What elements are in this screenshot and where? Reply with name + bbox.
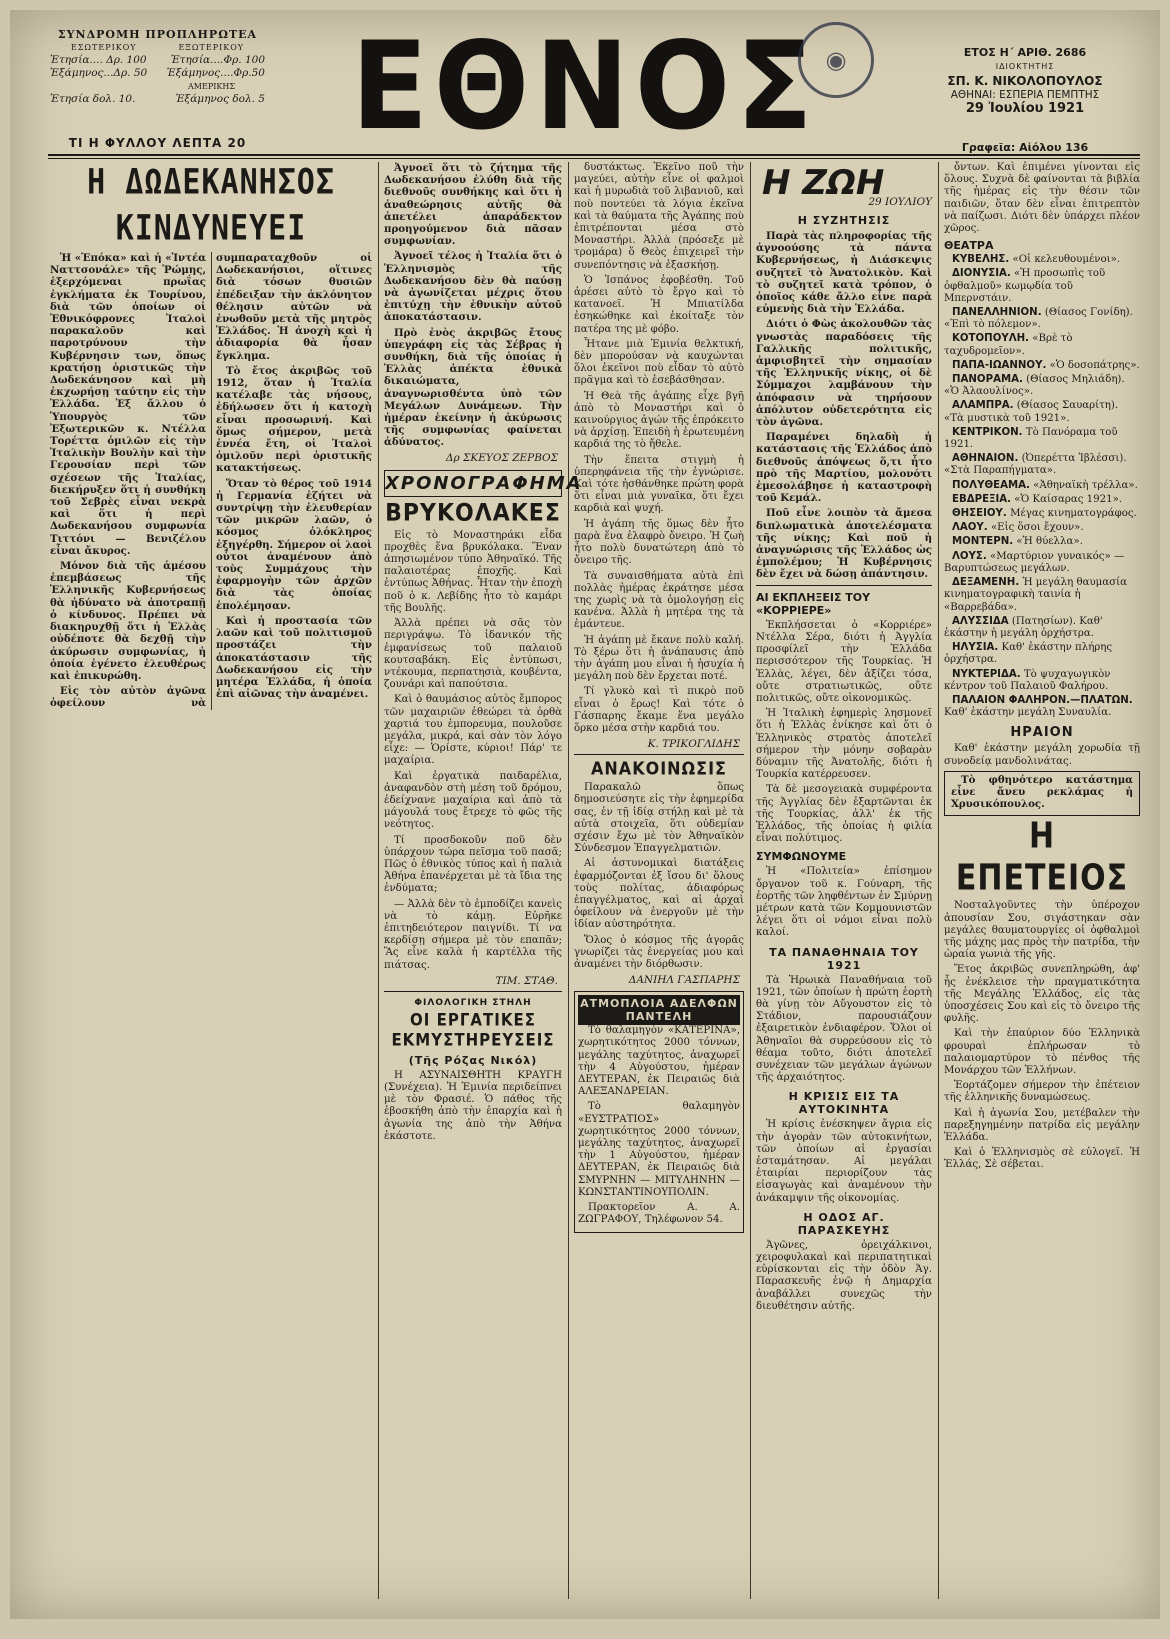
theatre-name: ΗΛΥΣΙΑ. xyxy=(952,642,999,654)
subscription-box xyxy=(50,28,265,106)
column-divider xyxy=(750,162,751,1599)
article-paragraph: Ἦτανε μιὰ Ἐμινία θελκτική, δὲν μπορούσαν νὰ καυχώνται ὅλοι ἐκεῖνοι ποὺ εἶδαν τὸ αὐτὸ πρᾶγμα καὶ τὸ ἐσεβάσθησαν. xyxy=(574,338,744,387)
article-paragraph: Ἡ «Ἐπόκα» καὶ ἡ «Ἰντέα Ναττσονάλε» τῆς Ῥώμης, ἐξερχόμεναι πρωΐας ἐγκλήματα ἐκ Τουρίνου, διὰ τῶν ὁποίων οἱ Ἐθνικόφρονες Ἰταλοὶ παρακαλοῦν καὶ παροτρύνουν τὴν Κυβέρνησιν των, ὅπως κρατήσῃ ὁριστικῶς τὴν Δωδεκάνησον καὶ μὴ ἐκχωρήσῃ ταύτην εἰς τὴν Ἑλλάδα. Ἐξ ἄλλου ὁ Ὑπουργὸς τῶν Ἐξωτερικῶν κ. Ντέλλα Τορέττα ὁμιλῶν εἰς τὴν Ἰταλικὴν Βουλὴν καὶ τὴν Γερουσίαν περὶ τῶν σχέσεων τῆς Ἰταλίας, διεκήρυξεν ὅτι ἡ συνθήκη τοῦ Σεβρὲς εἶναι νεκρὰ καὶ ὅτι ἡ περὶ Δωδεκανήσου συμφωνία Τιττόνι — Βενιζέλου εἶναι ἄκυρος. xyxy=(50,252,206,557)
theatre-name: ΔΙΟΝΥΣΙΑ. xyxy=(952,268,1011,280)
theatre-name: ΠΑΝΕΛΛΗΝΙΟΝ. xyxy=(952,307,1042,319)
zoi-date: 29 ΙΟΥΛΙΟΥ xyxy=(868,196,932,208)
stamp-icon: ◉ xyxy=(798,22,874,98)
article-paragraph: ὄντων. Καὶ ἐπιμένει γίνονται εἰς ὅλους. Συχνὰ δὲ φαίνονται τὰ βιβλία τῆς ἡμέρας εἰς τὴν θέσιν τῶν παιδιῶν, ὅταν δὲν εἶναι ἐπιτρεπτὸν νὰ παίζωσι. Διότι δὲν ὑπάρχει πλέον χῶρος. xyxy=(944,162,1140,235)
article-paragraph: Ἑορτάζομεν σήμερον τὴν ἐπέτειον τῆς ἑλληνικῆς δυναμώσεως. xyxy=(944,1080,1140,1104)
author-signature: ΤΙΜ. ΣΤΑΘ. xyxy=(495,974,558,987)
epeteios-headline: Η ΕΠΕΤΕΙΟΣ xyxy=(955,815,1129,900)
article-paragraph: Καὶ ὁ θαυμάσιος αὐτὸς ἔμπορος τῶν μαχαιριῶν ἐθεώρει τὰ ὀρθὰ χαρτιά του ἐμπορευμα, πουλοῦσε μεγάλα, μικρά, καὶ σὰν τὸν λόγο εἶχε: — Ὁρίστε, κύριοι! Πάρ' τε μαχαίρια. xyxy=(384,694,562,767)
article-paragraph: Τὴν ἕπειτα στιγμὴ ἡ ὑπερηφάνεια τῆς τὴν ἐγνώρισε. Καὶ τότε ἠσθάνθηκε πρώτη φορὰ ὅτι εἶναι μιὰ γυναῖκα, ὅτι ἔχει καρδιὰ καὶ ψυχή. xyxy=(574,454,744,515)
theatre-name: ΘΗΣΕΙΟΥ. xyxy=(952,508,1007,520)
shipping-advert xyxy=(574,991,744,1233)
article-paragraph: Ἡ Θεὰ τῆς ἀγάπης εἶχε βγῆ ἀπὸ τὸ Μοναστήρι καὶ ὁ καινούργιος ἀγών τῆς ἐπρόκειτο νὰ ἀρχίσῃ. Ἐπειδὴ ἡ ἐρωτευμένη καρδιά της τὸ ἤθελε. xyxy=(574,390,744,451)
theatre-list xyxy=(944,254,1140,719)
article-paragraph: Αἱ ἀστυνομικαὶ διατάξεις ἐφαρμόζονται ἐξ ἴσου δι' ὅλους τοὺς πολίτας, ἀδιαφόρως ἐπαγγέλματος, καὶ αἱ ἀρχαὶ ὀφείλουν νὰ ἐνεργοῦν μὲ τὴν ἰδίαν αὐστηρότητα. xyxy=(574,858,744,931)
issue-info xyxy=(910,46,1140,154)
ergatikes-title: ΟΙ ΕΡΓΑΤΙΚΕΣ ΕΚΜΥΣΤΗΡΕΥΣΕΙΣ xyxy=(391,1009,555,1050)
theatre-entry xyxy=(944,307,1140,331)
theatre-text: Καθ' ἑκάστην πλήρης ὀρχήστρα. xyxy=(944,642,1113,666)
issue-price: ΤΙ Η ΦΥΛΛΟΥ ΛΕΠΤΑ 20 xyxy=(68,136,247,150)
column-divider xyxy=(568,162,569,1599)
newspaper-logo: ΕΘΝΟΣ xyxy=(351,16,819,158)
article-paragraph: Παρὰ τὰς πληροφορίας τῆς ἀγνοούσης τὰ πάντα Κυβερνήσεως, ἡ Διάσκεψις συζητεῖ τὸ Ἀνατολικὸν. Καὶ τὸ συζητεῖ κατὰ τρόπον, ὁ ὁποῖος κάθε ἄλλο εἶνε παρὰ εὐμενὴς διὰ τὴν Ἑλλάδα. xyxy=(756,230,932,316)
rate-abroad: Ἑξάμηνος....Φρ.50 xyxy=(166,67,265,79)
rate-abroad: Ἐτησία....Φρ. 100 xyxy=(170,54,265,66)
author-signature: ΔΑΝΙΗΛ ΓΑΣΠΑΡΗΣ xyxy=(628,974,740,987)
rate-inland: Ἑξάμηνος...Δρ. 50 xyxy=(50,67,148,79)
advert-paragraph: Πρακτορεῖον Α. Α. ΖΩΓΡΑΦΟΥ, Τηλέφωνον 54. xyxy=(578,1202,740,1226)
column-five xyxy=(944,162,1140,1599)
theatre-text: «Οἱ κελευθουμένοι». xyxy=(1012,254,1121,266)
article-paragraph: Καὶ τὴν ἐπαύριον δύο Ἑλληνικὰ φρουραὶ ἐπλήρωσαν τὸ παλαιομαρτύρον τὸ πένθος τῆς Μονάρχου τῶν Ἑλλήνων. xyxy=(944,1028,1140,1076)
section-head: ΤΑ ΠΑΝΑΘΗΝΑΙΑ ΤΟΥ 1921 xyxy=(769,945,919,972)
section-head: Η ΟΔΟΣ ΑΓ. ΠΑΡΑΣΚΕΥΗΣ xyxy=(797,1210,891,1237)
theatre-entry xyxy=(944,333,1140,357)
article-paragraph: Καθ' ἑκάστην μεγάλη χορωδία τῇ συνοδείᾳ μανδολινάτας. xyxy=(944,743,1140,767)
article-paragraph: δυστάκτως. Ἐκεῖνο ποῦ τὴν μαγεύει, αὐτὴν εἶνε οἱ φαλμοὶ καὶ ἡ μυρωδιὰ τοῦ λιβανιοῦ, καὶ ποὺ ποντεύει τὰ λόγια ἐκεῖνα καὶ τὰ θαύματα τῆς Ἀγάπης ποὺ ἐπιτρέπονται μέσα στὸ Μοναστήρι. Ἀλλὰ (πρόσεξε μὲ τρομάρα) ὅ Θεὸς ἐπιχειρεῖ τὴν συνεπόντησις νὰ ἐξασκήσῃ. xyxy=(574,162,744,271)
theatre-text: «Εἰς ὅσοι ἔχουν». xyxy=(990,522,1084,534)
theatre-name: ΜΟΝΤΕΡΝ. xyxy=(952,536,1014,548)
theatre-name: ΛΑΟΥ. xyxy=(952,522,988,534)
theatre-entry xyxy=(944,695,1140,719)
owner-name: ΣΠ. Κ. ΝΙΚΟΛΟΠΟΥΛΟΣ xyxy=(947,74,1103,88)
column-divider xyxy=(378,162,379,1599)
theatre-text: (Θίασος Γονίδη). «Ἐπὶ τὸ πόλεμον». xyxy=(944,307,1133,331)
theatre-name: ΕΒΔΡΕΞΙΑ. xyxy=(952,493,1012,505)
article-paragraph: Τί προσδοκοῦν ποῦ δὲν ὑπάρχουν τώρα πεῖσμα τοῦ πασᾶ; Πῶς ὁ ἐθνικὸς τύπος καὶ ἡ παλιὰ Ἀθήνα ἐπανέρχεται μὲ τὰ ἴδια της ἐνδύματα; xyxy=(384,834,562,895)
masthead-rule xyxy=(48,154,1140,156)
philology-head: ΦΙΛΟΛΟΓΙΚΗ ΣΤΗΛΗ xyxy=(414,997,532,1008)
issue-date: 29 Ἰουλίου 1921 xyxy=(965,101,1085,116)
theatre-entry xyxy=(944,453,1140,477)
article-paragraph: Ἡ ἀγάπη τῆς ὅμως δὲν ἦτο παρὰ ἕνα ἐλαφρὸ ὄνειρο. Ἡ ζωὴ ἦτο πολὺ δυνατώτερη ἀπὸ τὸ ὄνειρο τῆς. xyxy=(574,518,744,567)
theatre-text: «Ἀθηναϊκὴ τρέλλα». xyxy=(1033,479,1138,491)
theatre-name: ΠΑΛΑΙΟΝ ΦΑΛΗΡΟΝ.—ΠΛΑΤΩΝ. xyxy=(952,694,1133,706)
article-paragraph: Καὶ ἡ ἀγωνία Σου, μετέβαλεν τὴν παρεξηγημένην πατρίδα εἰς μεγάλην Ἑλλάδα. xyxy=(944,1107,1140,1143)
theatre-entry xyxy=(944,374,1140,398)
theatre-text: «Ὁ Καίσαρας 1921». xyxy=(1014,493,1123,505)
theatre-entry xyxy=(944,577,1140,614)
theatre-text: Τὸ Πανόραμα τοῦ 1921. xyxy=(944,426,1118,451)
article-paragraph: Μόνον διὰ τῆς ἀμέσου ἐπεμβάσεως τῆς Ἑλληνικῆς Κυβερνήσεως θὰ ἠδύνατο νὰ ἀποτραπῇ ὁ κίνδυνος. Πρέπει νὰ διακηρυχθῇ ὅτι ἡ Ἑλλὰς οὐδέποτε θὰ δεχθῇ τὴν ἀκύρωσιν συμφωνίας, ἡ ὁποία ἐγένετο ἐλευθέρως καὶ ἐπικυρώθη. xyxy=(50,560,206,682)
notice-text: Τὸ φθηνότερο κατάστημα εἶνε ἄνευ ρεκλάμας ἡ Χρυσικόπουλος. xyxy=(951,773,1133,811)
article-paragraph: Ἔτος ἀκριβῶς συνεπληρώθη, ἀφ' ἧς ἐνέκλεισε τὴν πραγματικότητα τῆς Μεγάλης Ἑλλάδος, εἰς τὰς ὑποσχέσεις Σου καὶ εἰς τὸ ὄνειρο τῆς φυλῆς. xyxy=(944,964,1140,1025)
article-paragraph: Ἀγῶνες, ὀρειχάλκινοι, χειροφυλακαὶ καὶ περιπατητικαὶ εὑρίσκονται εἰς τὴν ὁδὸν Ἁγ. Παρασκευῆς ἐνῷ ἡ Δημαρχία ἀναβάλλει συνεχῶς τὴν διευθέτησιν αὐτῆς. xyxy=(756,1239,932,1312)
article-paragraph: Καὶ ὁ Ἑλληνισμὸς σὲ εὐλογεῖ. Ἡ Ἑλλάς, Σὲ σέβεται. xyxy=(944,1147,1140,1171)
theatre-name: ΠΑΝΟΡΑΜΑ. xyxy=(952,374,1023,386)
theatre-entry xyxy=(944,268,1140,305)
article-paragraph: Ἐκπλήσσεται ὁ «Κορριέρε» Ντέλλα Σέρα, διότι ἡ Ἀγγλία προσφίλεῖ τὴν Ἑλλάδα περισσότερον τῆς Τουρκίας. Ἡ Ἑλλὰς, λέγει, δὲν ἀξίζει τόσα, οὔτε στρατιωτικῶς, οὔτε πολιτικῶς, οὔτε οἰκονομικῶς. xyxy=(756,619,932,704)
article-paragraph: — Ἀλλὰ δὲν τὸ ἐμποδίζει κανεὶς νὰ τὸ κάμῃ. Εὐρῆκε ἐπιτηδειότερον παιγνίδι. Τί να κερδίσῃ σήμερα μὲ τὸν επαπᾶν; Ἂς εἶνε καλὰ ἡ καρτέλλα τῆς πιάτσας. xyxy=(384,898,562,971)
theatre-text: Καθ' ἑκάστην μεγάλη Συναυλία. xyxy=(944,707,1112,719)
article-paragraph: Ἡ κρίσις ἐνέσκηψεν ἄγρια εἰς τὴν ἀγορὰν τῶν αὐτοκινήτων, τῶν ὁποίων αἱ ἐργασίαι ἐσταμάτησαν. Αἱ μεγάλαι ἑταιρίαι περιορίζουν τὰς εἰσαγωγὰς καὶ ἀναμένουν τὴν ἀνάκαμψιν τῆς οἰκονομίας. xyxy=(756,1119,932,1204)
vrykolakes-title: ΒΡΥΚΟΛΑΚΕΣ xyxy=(385,499,561,527)
inland-label: ΕΣΩΤΕΡΙΚΟΥ xyxy=(70,43,137,52)
announcement-head: ΑΝΑΚΟΙΝΩΣΙΣ xyxy=(591,758,727,780)
shop-notice xyxy=(944,771,1140,817)
article-paragraph: Νοσταλγοῦντες τὴν ὑπέροχον ἀπουσίαν Σου, σιγάστηκαν σὰν μεγάλες θαυματουργίες οἱ ὀφθαλμοὶ τῆς μάχης μας πρὸς τὴν πατρίδα, τὴν ὡραία γωνιὰ τῆς γῆς. xyxy=(944,900,1140,961)
theatre-entry xyxy=(944,551,1140,575)
author-signature: Δρ ΣΚΕΥΟΣ ΖΕΡΒΟΣ xyxy=(445,451,558,464)
ireon-head: ΗΡΑΙΟΝ xyxy=(1010,725,1074,741)
theatre-text: (Θίασος Μηλιάδη). «Ὁ Ἀλαουλίνος». xyxy=(944,374,1125,398)
theatre-text: (Ὀπερέττα Ἰβλέσσι). «Στὰ Παραπήγματα». xyxy=(944,453,1127,477)
theatre-text: (Πατησίων). Καθ' ἑκάστην ἡ μεγάλη ὀρχήστρα. xyxy=(944,615,1103,639)
article-paragraph: Η ΑΣΥΝΑΙΣΘΗΤΗ ΚΡΑΥΓΗ (Συνέχεια). Ἡ Ἐμινία περιδείπνει μὲ τὸν Φρασιέ. Ὁ πάθος τῆς ἐβοσκήθη ἀπὸ τὴν ἐπαρχία καὶ ἡ ἀγωνία της ἀπὸ τὴν Ἀθήνα ἑκάστοτε. xyxy=(384,1069,562,1142)
article-paragraph: Ἀγνοεῖ ὅτι τὸ ζήτημα τῆς Δωδεκανήσου ἐλύθη διὰ τῆς διεθνοῦς συνθήκης καὶ ὅτι ἡ ἀναθεώρησις αὐτῆς θὰ ἀπετέλει ἀπαράδεκτον προηγούμενον διὰ πᾶσαν συμφωνίαν. xyxy=(384,162,562,248)
theatre-text: «Μαρτύριον γυναικός» — Βαρυπτώσεως μεγάλων. xyxy=(944,550,1125,574)
theatre-name: ΝΥΚΤΕΡΙΔΑ. xyxy=(952,668,1021,680)
theatre-name: ΠΑΠΑ-ΙΩΑΝΝΟΥ. xyxy=(952,359,1047,371)
abroad-label: ΕΞΩΤΕΡΙΚΟΥ xyxy=(178,43,245,52)
theatre-text: Τὸ ψυχαγωγικὸν κέντρον τοῦ Παλαιοῦ Φαλήρου. xyxy=(944,668,1111,692)
article-paragraph: Τὰ δὲ μεσογειακὰ συμφέροντα τῆς Ἀγγλίας δὲν ἐξαρτῶνται ἐκ τῆς Τουρκίας, ἀλλ' ἐκ τῆς Ἑλλάδος, τῆς ὁποίας ἡ φιλία εἶναι πολύτιμος. xyxy=(756,784,932,845)
article-paragraph: Τὸ ἔτος ἀκριβῶς τοῦ 1912, ὅταν ἡ Ἰταλία κατέλαβε τὰς νήσους, ἐδήλωσεν ὅτι ἡ κατοχὴ εἶναι προσωρινή. Καὶ ὅμως σήμερον, μετὰ ἐννέα ἔτη, οἱ Ἰταλοὶ ὁμιλοῦν περὶ ὁριστικῆς κατακτήσεως. xyxy=(216,364,372,475)
article-paragraph: Παρακαλῶ ὅπως δημοσιεύσητε εἰς τὴν ἐφημερίδα σας, ἐν τῇ ἰδίᾳ στήλῃ καὶ μὲ τὰ αὐτὰ στοιχεῖα, ὅτι οὐδεμίαν σχέσιν ἔχω μὲ τὸν Ἀθηναϊκὸν Σύνδεσμον Ἐπαγγελματιῶν. xyxy=(574,782,744,855)
section-head: Η ΚΡΙΣΙΣ ΕΙΣ ΤΑ ΑΥΤΟΚΙΝΗΤΑ xyxy=(788,1090,900,1117)
theatre-entry xyxy=(944,522,1140,534)
article-paragraph: Εἰς τὸ Μοναστηράκι εἶδα προχθὲς ἕνα βρυκόλακα. Ἕναν ἀπησιωμένον τύπο Ἀθηναϊκό. Τῆς παλαιοτέρας ἐποχῆς. Καὶ ἐντύπως Ἀθήνας. Ἦταν τὴν ἐποχὴ ποῦ ὁ κ. Λεβίδης ἦτο τὸ καμάρι τῆς Βουλῆς. xyxy=(384,529,562,614)
article-paragraph: Ποῦ εἶνε λοιπὸν τὰ ἄμεσα διπλωματικὰ ἀποτελέσματα τῆς νίκης; Καὶ ποῦ ἡ ἀναγνώρισις τῆς Ἑλλάδος ὡς ἐμπολέμου; Ἡ Κυβέρνησις δὲν ἔχει νὰ δώσῃ ἀπάντησιν. xyxy=(756,507,932,581)
theatre-entry xyxy=(944,400,1140,424)
city-line: ΑΘΗΝΑΙ: ΕΣΠΕΡΙΑ ΠΕΜΠΤΗΣ xyxy=(950,89,1100,101)
theatre-text: Μέγας κινηματογράφος. xyxy=(1010,508,1137,520)
theatre-text: «Ἡ θύελλα». xyxy=(1016,536,1083,548)
theatre-entry xyxy=(944,508,1140,520)
theatre-name: ΑΘΗΝΑΙΟΝ. xyxy=(952,453,1019,465)
theatre-entry xyxy=(944,494,1140,506)
column-divider xyxy=(938,162,939,1599)
rate-inland: Ἐτησία.... Δρ. 100 xyxy=(50,54,147,66)
article-paragraph: Ἀγνοεῖ τέλος ἡ Ἰταλία ὅτι ὁ Ἑλληνισμὸς τῆς Δωδεκανήσου δὲν θὰ παύσῃ νὰ ἀγωνίζεται μέχρις ὅτου ἐπιτύχῃ τὴν ἐθνικὴν αὐτοῦ ἀποκατάστασιν. xyxy=(384,250,562,324)
rate-abroad: ΑΜΕΡΙΚΗΣ xyxy=(188,82,235,91)
divider xyxy=(384,991,562,992)
section-head: Η ΣΥΖΗΤΗΣΙΣ xyxy=(797,214,891,227)
theatre-name: ΛΟΥΣ. xyxy=(952,550,987,562)
advert-title: ΑΤΜΟΠΛΟΙΑ ΑΔΕΛΦΩΝ ΠΑΝΤΕΛΗ xyxy=(578,995,740,1025)
theatre-name: ΚΟΤΟΠΟΥΛΗ. xyxy=(952,333,1030,345)
ergatikes-subtitle: (Τῆς Ρόζας Νικόλ) xyxy=(408,1053,538,1067)
rate-inland: Ἐτησία δολ. 10. xyxy=(50,93,136,105)
section-head: ΣΥΜΦΩΝΟΥΜΕ xyxy=(756,850,847,864)
divider xyxy=(574,754,744,755)
theatre-text: (Θίασος Σαυαρίτη). «Τὰ μυστικὰ τοῦ 1921». xyxy=(944,400,1119,424)
article-paragraph: Καὶ ἡ προστασία τῶν λαῶν καὶ τοῦ πολιτισμοῦ προστάζει τὴν ἀποκατάστασιν τῆς Δωδεκανήσου εἰς τὴν μητέρα Ἑλλάδα, ἡ ὁποία ἐπὶ αἰῶνας τὴν ἀναμένει. xyxy=(216,614,372,701)
article-paragraph: Ἡ Ἰταλικὴ ἐφημερὶς λησμονεῖ ὅτι ἡ Ἑλλὰς ἐνίκησε καὶ ὅτι ὁ Ἑλληνικὸς στρατὸς ἀποτελεῖ σήμερον τὴν μόνην σοβαρὰν δύναμιν τῆς Ἀνατολῆς, διότι ἡ Τουρκία κατέρρευσεν. xyxy=(756,708,932,781)
section-head: ΑΙ ΕΚΠΛΗΞΕΙΣ ΤΟΥ «ΚΟΡΡΙΕΡΕ» xyxy=(756,590,871,617)
theatre-text: «Ὁ δοσοπάτρης». xyxy=(1049,359,1140,371)
offices: Γραφεῖα: Αἰόλου 136 xyxy=(961,141,1089,154)
article-paragraph: Τὰ Ἡρωικὰ Παναθήναια τοῦ 1921, τῶν ὁποίων ἡ πρώτη ἑορτὴ θὰ γίνῃ τὸν Αὔγουστον εἰς τὸ Στάδιον, παρουσιάζουν ἐξαιρετικὸν ἐνδιαφέρον. Ὅλοι οἱ Ἀθηναῖοι θὰ συρρεύσουν εἰς τὸ θέαμα τοῦτο, διότι ἀποτελεῖ συνέχειαν τῶν μεγάλων ἀγώνων τῆς ἀρχαιότητος. xyxy=(756,974,932,1084)
subscription-title: ΣΥΝΔΡΟΜΗ ΠΡΟΠΛΗΡΩΤΕΑ xyxy=(57,28,258,41)
theatre-entry xyxy=(944,254,1140,266)
article-paragraph: Τὰ συναισθήματα αὐτὰ ἐπὶ πολλὰς ἡμέρας ἐκράτησε μέσα της χωρὶς νὰ τὰ ὁμολογήσῃ εἰς κανένα. Ἀλλὰ ἡ μητέρα της τὰ ἐμάντευε. xyxy=(574,570,744,631)
column-three xyxy=(574,162,744,1599)
article-paragraph: Διότι ὁ Φὼς ἀκολουθῶν τὰς γνωστὰς παραδόσεις τῆς Γαλλικῆς πολιτικῆς, ἀμφισβητεῖ τὴν σημασίαν τῆς Ἑλληνικῆς νίκης, οἱ δὲ Σύμμαχοι λαμβάνουν τὴν ἀπόφασιν νὰ τηρήσουν ἀπόλυτον οὐδετερότητα εἰς τὸν ἀγῶνα. xyxy=(756,318,932,429)
article-paragraph: Ἡ ἀγάπη μὲ ἔκανε πολὺ καλή. Τὸ ξέρω ὅτι ἡ ἀνάπαυσις ἀπὸ τὴν ἀγάπη μου εἶναι ἡ ἡσυχία ἡ μεγάλη ποὺ δὲν ἔρχεται ποτέ. xyxy=(574,634,744,683)
rate-abroad: Ἑξάμηνος δολ. 5 xyxy=(175,93,265,105)
theatre-text: «Ἡ προσωπὶς τοῦ ὀφθαλμοῦ» κωμῳδία τοῦ Μπερνστάιν. xyxy=(944,268,1106,304)
article-paragraph: Ἡ «Πολιτεία» ἐπίσημον ὄργανον τοῦ κ. Γούναρη, τῆς ἑορτῆς τῶν ληφθέντων ἐν Σμύρνῃ μέτρων κατὰ τῶν Κομμουνιστῶν λέγει ὅτι οἱ νόμοι εἶναι πολὺ καλοί. xyxy=(756,866,932,939)
divider xyxy=(756,585,932,586)
column-two xyxy=(384,162,583,1599)
theatre-entry xyxy=(944,669,1140,693)
theatre-entry xyxy=(944,536,1140,548)
author-signature: Κ. ΤΡΙΚΟΓΛΙΔΗΣ xyxy=(647,738,740,751)
section-chronographima: ΧΡΟΝΟΓΡΑΦΗΜΑ xyxy=(384,470,562,497)
theatre-entry xyxy=(944,642,1140,666)
theatre-text: «Βρὲ τὸ ταχυδρομεῖον». xyxy=(944,333,1073,357)
zoi-headline: Η ΖΩΗ xyxy=(762,163,885,203)
theatres-head: ΘΕΑΤΡΑ xyxy=(944,239,994,253)
masthead-rule xyxy=(48,158,1140,159)
theatre-name: ΠΟΛΥΘΕΑΜΑ. xyxy=(952,479,1030,491)
theatre-text: Ἡ μεγάλη θαυμασία κινηματογραφικὴ ταινία ἡ «Βαρρεβάδα». xyxy=(944,577,1127,613)
masthead xyxy=(10,10,1160,160)
article-paragraph: Ὅλος ὁ κόσμος τῆς ἀγορᾶς γνωρίζει τὰς ἐνεργείας μου καὶ ἀναμένει τὴν διόρθωσιν. xyxy=(574,934,744,970)
theatre-name: ΚΕΝΤΡΙΚΟΝ. xyxy=(952,426,1023,438)
theatre-entry xyxy=(944,616,1140,640)
advert-paragraph: Τὸ θαλαμηγὸν «ΕΥΣΤΡΑΤΙΟΣ» χωρητικότητος 2000 τόννων, μεγάλης ταχύτητος, ἀναχωρεῖ τὴν 1 Αὐγούστου, ἡμέραν ΔΕΥΤΕΡΑΝ, ἐκ Πειραιῶς διὰ ΣΜΥΡΝΗΝ — ΜΙΤΥΛΗΝΗΝ — ΚΩΝΣΤΑΝΤΙΝΟΥΠΟΛΙΝ. xyxy=(578,1101,740,1198)
theatre-entry xyxy=(944,360,1140,372)
advert-paragraph: Τὸ θαλαμηγὸν «ΚΑΤΕΡΙΝΑ», χωρητικότητος 2000 τόννων, μεγάλης ταχύτητος, ἀναχωρεῖ τὴν 4 Αὐγούστου, ἡμέραν ΔΕΥΤΕΡΑΝ, ἐκ Πειραιῶς διὰ ΑΛΕΞΑΝΔΡΕΙΑΝ. xyxy=(578,1025,740,1098)
owner-label: ΙΔΙΟΚΤΗΤΗΣ xyxy=(995,62,1055,71)
lead-article xyxy=(50,162,372,1599)
article-paragraph: Τί γλυκὸ καὶ τὶ πικρὸ ποῦ εἶναι ὁ ἔρως! Καὶ τότε ὁ Γάσπαρης ἔκαμε ἕνα μεγάλο ὅρκο μέσα στὴν καρδιά του. xyxy=(574,686,744,734)
article-paragraph: Ἀλλὰ πρέπει νὰ σᾶς τὸν περιγράψω. Τὸ ἰδανικόν τῆς ἐμφανίσεως τοῦ παλαιοῦ κουτσαβάκη. Εἰς ἐντύπωσι, ντέκουμα, περπατησιὰ, κουβέντα, ζουνάρι καὶ παπούτσια. xyxy=(384,618,562,691)
newspaper-page xyxy=(10,10,1160,1619)
theatre-name: ΑΛΥΣΣΙΔΑ xyxy=(952,615,1009,627)
article-paragraph: Εἰς τὸν αὐτὸν ἀγῶνα ὀφείλουν νὰ συμπαραταχθοῦν οἱ Δωδεκανήσιοι, οἵτινες διὰ τόσων θυσιῶν ἐπέδειξαν τὴν ἀκλόνητον θέλησιν αὐτῶν νὰ ἑνωθοῦν μετὰ τῆς μητρὸς Ἑλλάδος. Ἡ ἀνοχὴ καὶ ἡ ἀδιαφορία θὰ ἦσαν ἔγκλημα. xyxy=(50,252,372,710)
article-paragraph: Ὁ Ἰσπάνος ἐφοβέσθη. Τοῦ ἀρέσει αὐτὸ τὸ ἔργο καὶ τὸ κατανοεῖ. Ἡ Μπιατίλδα ἐσηκώθηκε καὶ ἐκοίταξε τὸν πατέρα της μὲ φόβο. xyxy=(574,274,744,335)
theatre-name: ΔΕΞΑΜΕΝΗ. xyxy=(952,577,1020,589)
theatre-name: ΑΛΑΜΠΡΑ. xyxy=(952,400,1014,412)
issue-number: ΕΤΟΣ Η΄ ΑΡΙΘ. 2686 xyxy=(963,46,1087,59)
lead-headline: Η ΔΩΔΕΚΑΝΗΣΟΣ ΚΙΝΔΥΝΕΥΕΙ xyxy=(87,162,335,249)
article-paragraph: Πρὸ ἐνὸς ἀκριβῶς ἔτους ὑπεγράφη εἰς τὰς Σέβρας ἡ συνθήκη, διὰ τῆς ὁποίας ἡ Ἑλλὰς ἀπέκτα ἐθνικὰ δικαιώματα, ἀναγνωρισθέντα ὑπὸ τῶν Μεγάλων Δυνάμεων. Τὴν ἡμέραν ἐκείνην ἡ ἀκύρωσις τῆς συμφωνίας φαίνεται ἀδύνατος. xyxy=(384,326,562,449)
article-paragraph: Παραμένει δηλαδὴ ἡ κατάστασις τῆς Ἑλλάδος ἀπὸ διεθνοῦς ἀπόψεως ὅ,τι ἦτο πρὸ τῆς Μαρτίου, μολονότι ἐμεσολάβησε ἡ καταστροφὴ τοῦ Κεμάλ. xyxy=(756,431,932,505)
article-paragraph: Ὅταν τὸ θέρος τοῦ 1914 ἡ Γερμανία ἐζήτει νὰ συντρίψῃ τὴν ἐλευθερίαν τῶν μικρῶν λαῶν, ὁ κόσμος ὁλόκληρος ἐξηγέρθη. Σήμερον οἱ λαοὶ οὗτοι ἀναμένουν ἀπὸ τοὺς Συμμάχους τὴν ἐφαρμογὴν τῶν ἀρχῶν διὰ τὰς ὁποίας ἐπολέμησαν. xyxy=(216,477,372,612)
theatre-name: ΚΥΒΕΛΗΣ. xyxy=(952,254,1010,266)
article-paragraph: Καὶ ἐργατικὰ παιδαρέλια, ἀναφανδὸν στὴ μέση τοῦ δρόμου, ἐδείχνανε μαχαίρια καὶ ἀπὸ τὰ μάγουλά τους ἔτρεχε τὸ φῶς τῆς νεότητος. xyxy=(384,770,562,831)
column-four xyxy=(756,162,932,1599)
theatre-entry xyxy=(944,480,1140,492)
theatre-entry xyxy=(944,427,1140,451)
